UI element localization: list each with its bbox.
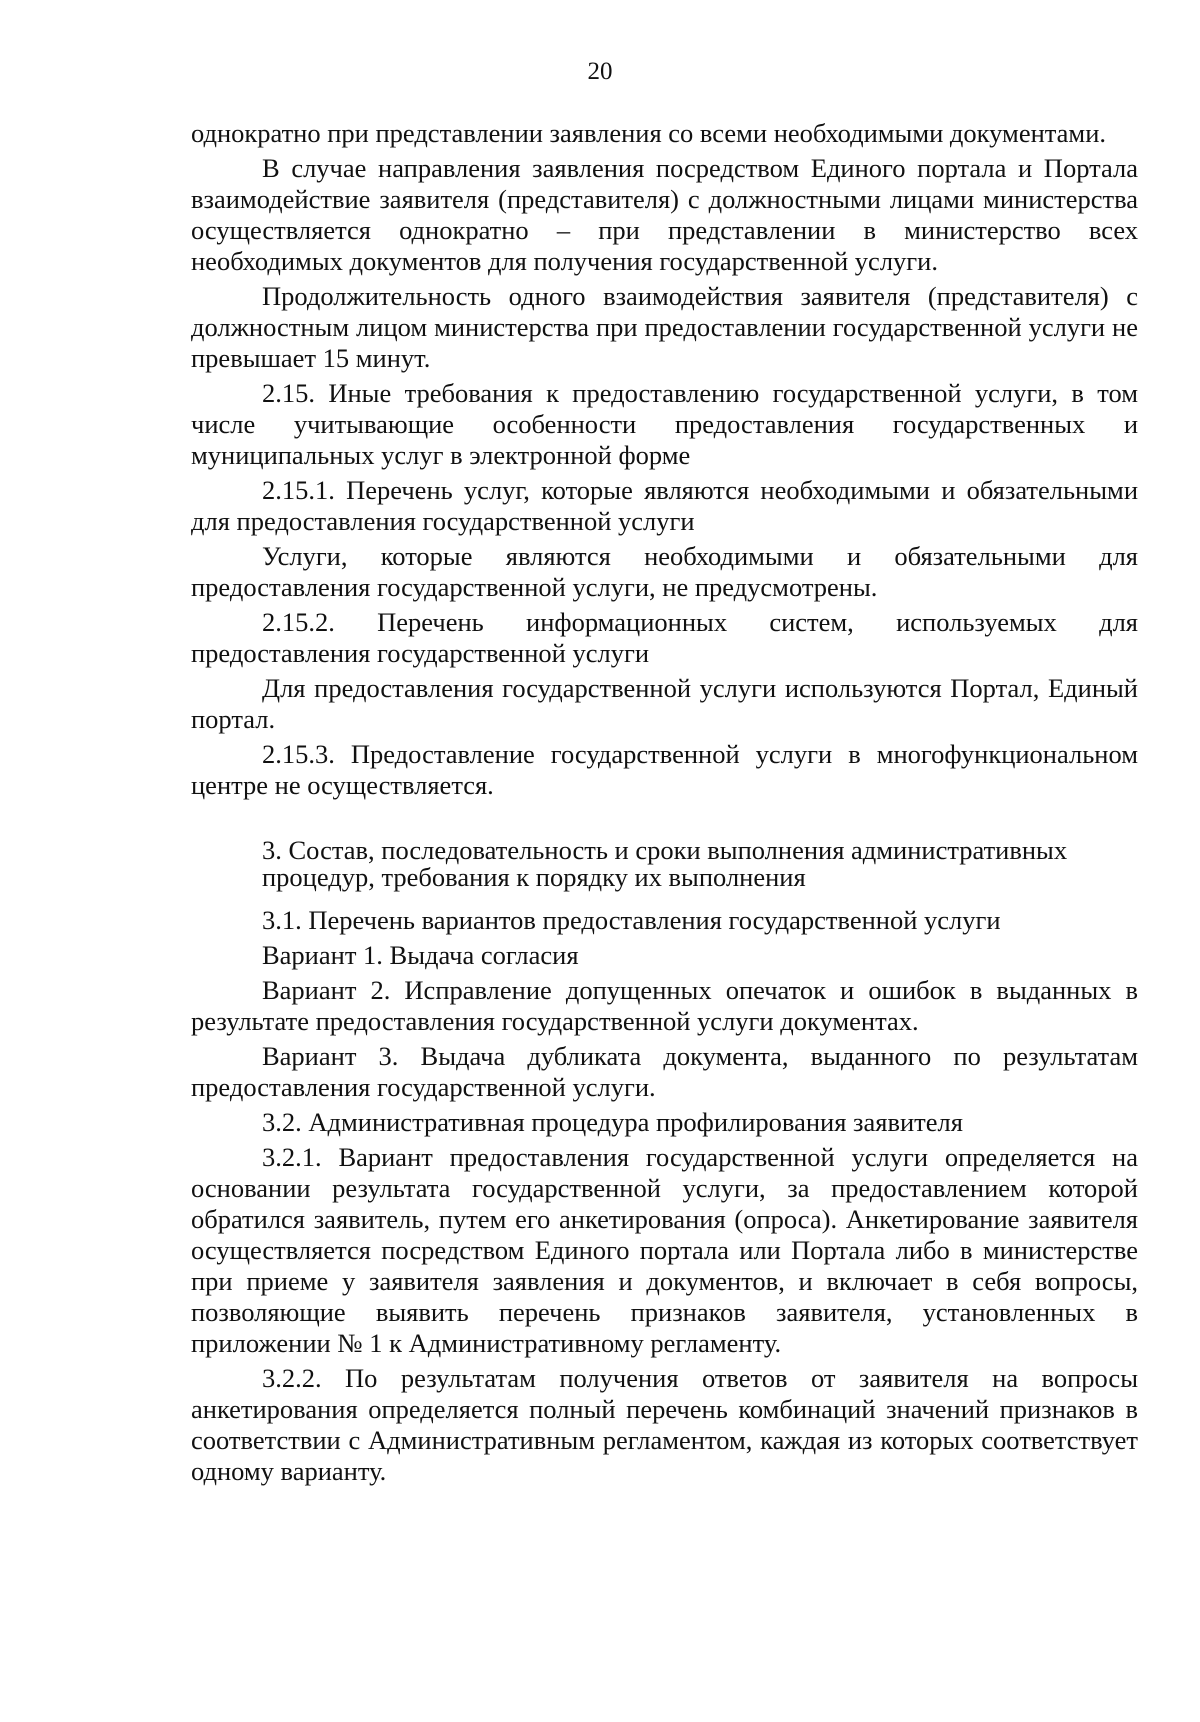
section-heading: 3. Состав, последовательность и сроки выполнения административных процедур, требования к порядку их выполнения [262, 835, 1068, 892]
paragraph: Услуги, которые являются необходимыми и обязательными для предоставления государственной услуги, не предусмотрены. [191, 541, 1138, 602]
paragraph: однократно при представлении заявления со всеми необходимыми документами. [191, 118, 1107, 148]
subsection-heading: 3.1. Перечень вариантов предоставления государственной услуги [262, 905, 1001, 935]
subsection-heading: 2.15.2. Перечень информационных систем, используемых для предоставления государственной услуги [191, 607, 1138, 668]
paragraph: Продолжительность одного взаимодействия заявителя (представителя) с должностным лицом министерства при предоставлении государственной услуги не превышает 15 минут. [191, 281, 1138, 373]
subsection-heading: 3.2. Административная процедура профилирования заявителя [262, 1107, 963, 1137]
document-body [191, 118, 1138, 1491]
paragraph: 3.2.1. Вариант предоставления государственной услуги определяется на основании результата государственной услуги, за предоставлением которой обратился заявитель, путем его анкетирования (опроса). Анкетирование заявителя осуществляется посредством Единого портала или Портала либо в министерстве при приеме у заявителя заявления и документов, и включает в себя вопросы, позволяющие выявить перечень признаков заявителя, установленных в приложении № 1 к Административному регламенту. [191, 1142, 1138, 1358]
paragraph: В случае направления заявления посредством Единого портала и Портала взаимодействие заявителя (представителя) с должностными лицами министерства осуществляется однократно – при представлении в министерство всех необходимых документов для получения государственной услуги. [191, 153, 1138, 276]
subsection-heading: 2.15.3. Предоставление государственной услуги в многофункциональном центре не осуществляется. [191, 739, 1138, 800]
list-item: Вариант 1. Выдача согласия [262, 940, 579, 970]
list-item: Вариант 3. Выдача дубликата документа, выданного по результатам предоставления государственной услуги. [191, 1041, 1138, 1102]
subsection-heading: 2.15. Иные требования к предоставлению государственной услуги, в том числе учитывающие особенности предоставления государственных и муниципальных услуг в электронной форме [191, 378, 1138, 470]
paragraph: 3.2.2. По результатам получения ответов от заявителя на вопросы анкетирования определяется полный перечень комбинаций значений признаков в соответствии с Административным регламентом, каждая из которых соответствует одному варианту. [191, 1363, 1138, 1486]
page-number: 20 [587, 58, 613, 85]
subsection-heading: 2.15.1. Перечень услуг, которые являются необходимыми и обязательными для предоставления государственной услуги [191, 475, 1138, 536]
paragraph: Для предоставления государственной услуги используются Портал, Единый портал. [191, 673, 1138, 734]
list-item: Вариант 2. Исправление допущенных опечаток и ошибок в выданных в результате предоставления государственной услуги документах. [191, 975, 1138, 1036]
